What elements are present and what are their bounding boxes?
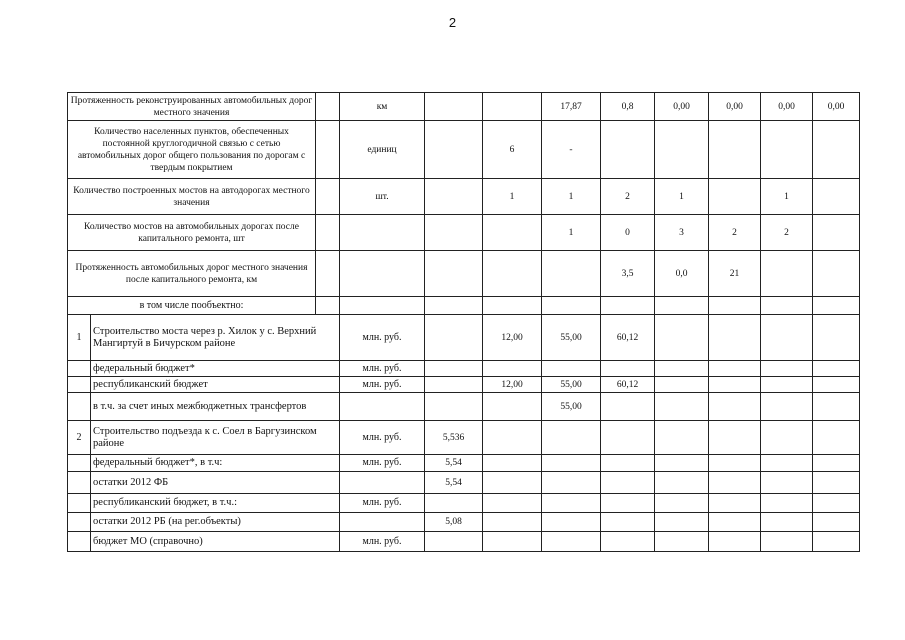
data-table [67,92,860,552]
spacer-cell [316,251,340,297]
unit-cell [340,393,425,421]
value-cell: 1 [761,179,813,215]
value-cell [483,513,542,532]
indicator-row [68,179,860,215]
value-cell [542,532,601,552]
object-row [68,377,860,393]
value-cell: 55,00 [542,393,601,421]
value-cell [709,472,761,494]
spacer-cell [316,121,340,179]
value-cell [425,361,483,377]
value-cell [709,455,761,472]
value-cell [813,472,860,494]
indicator-label: Количество мостов на автомобильных дорогах после капитального ремонта, шт [68,215,316,251]
value-cell [542,494,601,513]
value-cell [425,377,483,393]
object-name: Строительство подъезда к с. Соел в Баргузинском районе [91,421,340,455]
value-cell [709,532,761,552]
subheading-row [68,297,860,315]
value-cell [655,494,709,513]
unit-cell: шт. [340,179,425,215]
unit-cell [340,251,425,297]
indicator-row [68,93,860,121]
value-cell [483,421,542,455]
value-cell: 60,12 [601,315,655,361]
unit-cell: млн. руб. [340,361,425,377]
value-cell [655,472,709,494]
value-cell [655,121,709,179]
row-number [68,377,91,393]
value-cell [655,513,709,532]
value-cell [483,297,542,315]
value-cell [601,513,655,532]
value-cell [483,251,542,297]
unit-cell: млн. руб. [340,532,425,552]
page-number: 2 [448,15,457,30]
value-cell [425,121,483,179]
value-cell: 5,08 [425,513,483,532]
value-cell [761,393,813,421]
value-cell [813,455,860,472]
unit-cell [340,513,425,532]
value-cell: 0,00 [655,93,709,121]
value-cell [813,393,860,421]
indicator-label: Количество населенных пунктов, обеспеченных постоянной круглогодичной связью с сетью автомобильных дорог общего пользования по дорогам с твердым покрытием [68,121,316,179]
value-cell [655,532,709,552]
indicator-row [68,215,860,251]
value-cell: 0,00 [813,93,860,121]
value-cell [709,393,761,421]
value-cell [761,472,813,494]
value-cell [601,472,655,494]
unit-cell: млн. руб. [340,377,425,393]
unit-cell: единиц [340,121,425,179]
value-cell [655,297,709,315]
value-cell: 21 [709,251,761,297]
indicator-row [68,251,860,297]
value-cell [601,455,655,472]
value-cell: 5,54 [425,455,483,472]
value-cell [709,121,761,179]
value-cell [761,297,813,315]
value-cell [813,513,860,532]
row-number [68,513,91,532]
row-number [68,393,91,421]
value-cell [425,297,483,315]
value-cell [655,315,709,361]
object-name: республиканский бюджет, в т.ч.: [91,494,340,513]
value-cell: 12,00 [483,315,542,361]
value-cell [813,121,860,179]
indicator-row [68,121,860,179]
object-name: остатки 2012 ФБ [91,472,340,494]
spacer-cell [316,179,340,215]
unit-cell: млн. руб. [340,315,425,361]
object-row [68,532,860,552]
spacer-cell [316,93,340,121]
object-row [68,472,860,494]
value-cell: 1 [483,179,542,215]
value-cell: 0,0 [655,251,709,297]
unit-cell: млн. руб. [340,455,425,472]
object-row [68,393,860,421]
value-cell [813,421,860,455]
value-cell [761,421,813,455]
unit-cell [340,215,425,251]
value-cell [425,179,483,215]
row-number [68,472,91,494]
value-cell [813,251,860,297]
row-number: 1 [68,315,91,361]
object-name: остатки 2012 РБ (на рег.объекты) [91,513,340,532]
value-cell [655,361,709,377]
value-cell [542,361,601,377]
value-cell [483,215,542,251]
value-cell: 55,00 [542,315,601,361]
value-cell [542,455,601,472]
value-cell [761,251,813,297]
value-cell [709,361,761,377]
object-name: бюджет МО (справочно) [91,532,340,552]
value-cell: 5,54 [425,472,483,494]
value-cell: 2 [709,215,761,251]
value-cell [425,532,483,552]
value-cell [483,455,542,472]
value-cell [709,179,761,215]
value-cell [601,532,655,552]
value-cell [761,377,813,393]
value-cell: 5,536 [425,421,483,455]
value-cell: - [542,121,601,179]
indicator-label: Протяженность реконструированных автомобильных дорог местного значения [68,93,316,121]
value-cell: 0,00 [709,93,761,121]
value-cell: 1 [655,179,709,215]
value-cell [709,513,761,532]
value-cell [425,93,483,121]
value-cell [761,532,813,552]
value-cell [601,121,655,179]
value-cell [813,179,860,215]
value-cell: 3,5 [601,251,655,297]
value-cell [709,421,761,455]
object-row [68,361,860,377]
value-cell [601,297,655,315]
value-cell [601,494,655,513]
value-cell [655,421,709,455]
value-cell [601,421,655,455]
value-cell: 2 [601,179,655,215]
value-cell: 0,00 [761,93,813,121]
value-cell: 17,87 [542,93,601,121]
unit-cell: км [340,93,425,121]
value-cell: 60,12 [601,377,655,393]
object-name: республиканский бюджет [91,377,340,393]
value-cell [813,315,860,361]
spacer-cell [316,297,340,315]
value-cell [542,472,601,494]
value-cell: 0 [601,215,655,251]
row-number [68,455,91,472]
value-cell: 1 [542,179,601,215]
value-cell [483,361,542,377]
value-cell: 12,00 [483,377,542,393]
subheading: в том числе пообъектно: [68,297,316,315]
value-cell [425,494,483,513]
row-number: 2 [68,421,91,455]
value-cell [542,421,601,455]
value-cell: 6 [483,121,542,179]
value-cell [483,532,542,552]
value-cell [761,315,813,361]
value-cell [813,215,860,251]
value-cell [761,121,813,179]
object-name: федеральный бюджет*, в т.ч: [91,455,340,472]
value-cell [655,393,709,421]
value-cell [542,251,601,297]
value-cell [813,377,860,393]
row-number [68,361,91,377]
indicator-label: Протяженность автомобильных дорог местного значения после капитального ремонта, км [68,251,316,297]
object-row [68,494,860,513]
value-cell [709,377,761,393]
value-cell [601,393,655,421]
value-cell [425,315,483,361]
object-row [68,455,860,472]
value-cell [483,494,542,513]
value-cell [709,494,761,513]
value-cell [655,377,709,393]
value-cell: 2 [761,215,813,251]
unit-cell: млн. руб. [340,421,425,455]
row-number [68,532,91,552]
value-cell [425,251,483,297]
value-cell [813,297,860,315]
object-name: в т.ч. за счет иных межбюджетных трансфертов [91,393,340,421]
value-cell [425,215,483,251]
object-name: Строительство моста через р. Хилок у с. Верхний Мангиртуй в Бичурском районе [91,315,340,361]
value-cell [542,297,601,315]
indicator-label: Количество построенных мостов на автодорогах местного значения [68,179,316,215]
value-cell [601,361,655,377]
object-row [68,513,860,532]
value-cell [813,494,860,513]
value-cell [761,494,813,513]
unit-cell: млн. руб. [340,494,425,513]
value-cell [709,297,761,315]
value-cell [813,361,860,377]
value-cell [813,532,860,552]
value-cell [425,393,483,421]
value-cell: 55,00 [542,377,601,393]
value-cell [761,361,813,377]
value-cell: 0,8 [601,93,655,121]
value-cell [483,472,542,494]
object-name: федеральный бюджет* [91,361,340,377]
value-cell [655,455,709,472]
value-cell [761,455,813,472]
object-row [68,315,860,361]
value-cell [761,513,813,532]
value-cell: 3 [655,215,709,251]
value-cell [542,513,601,532]
value-cell [483,393,542,421]
unit-cell [340,472,425,494]
unit-cell [340,297,425,315]
object-row [68,421,860,455]
spacer-cell [316,215,340,251]
value-cell [709,315,761,361]
value-cell: 1 [542,215,601,251]
value-cell [483,93,542,121]
row-number [68,494,91,513]
